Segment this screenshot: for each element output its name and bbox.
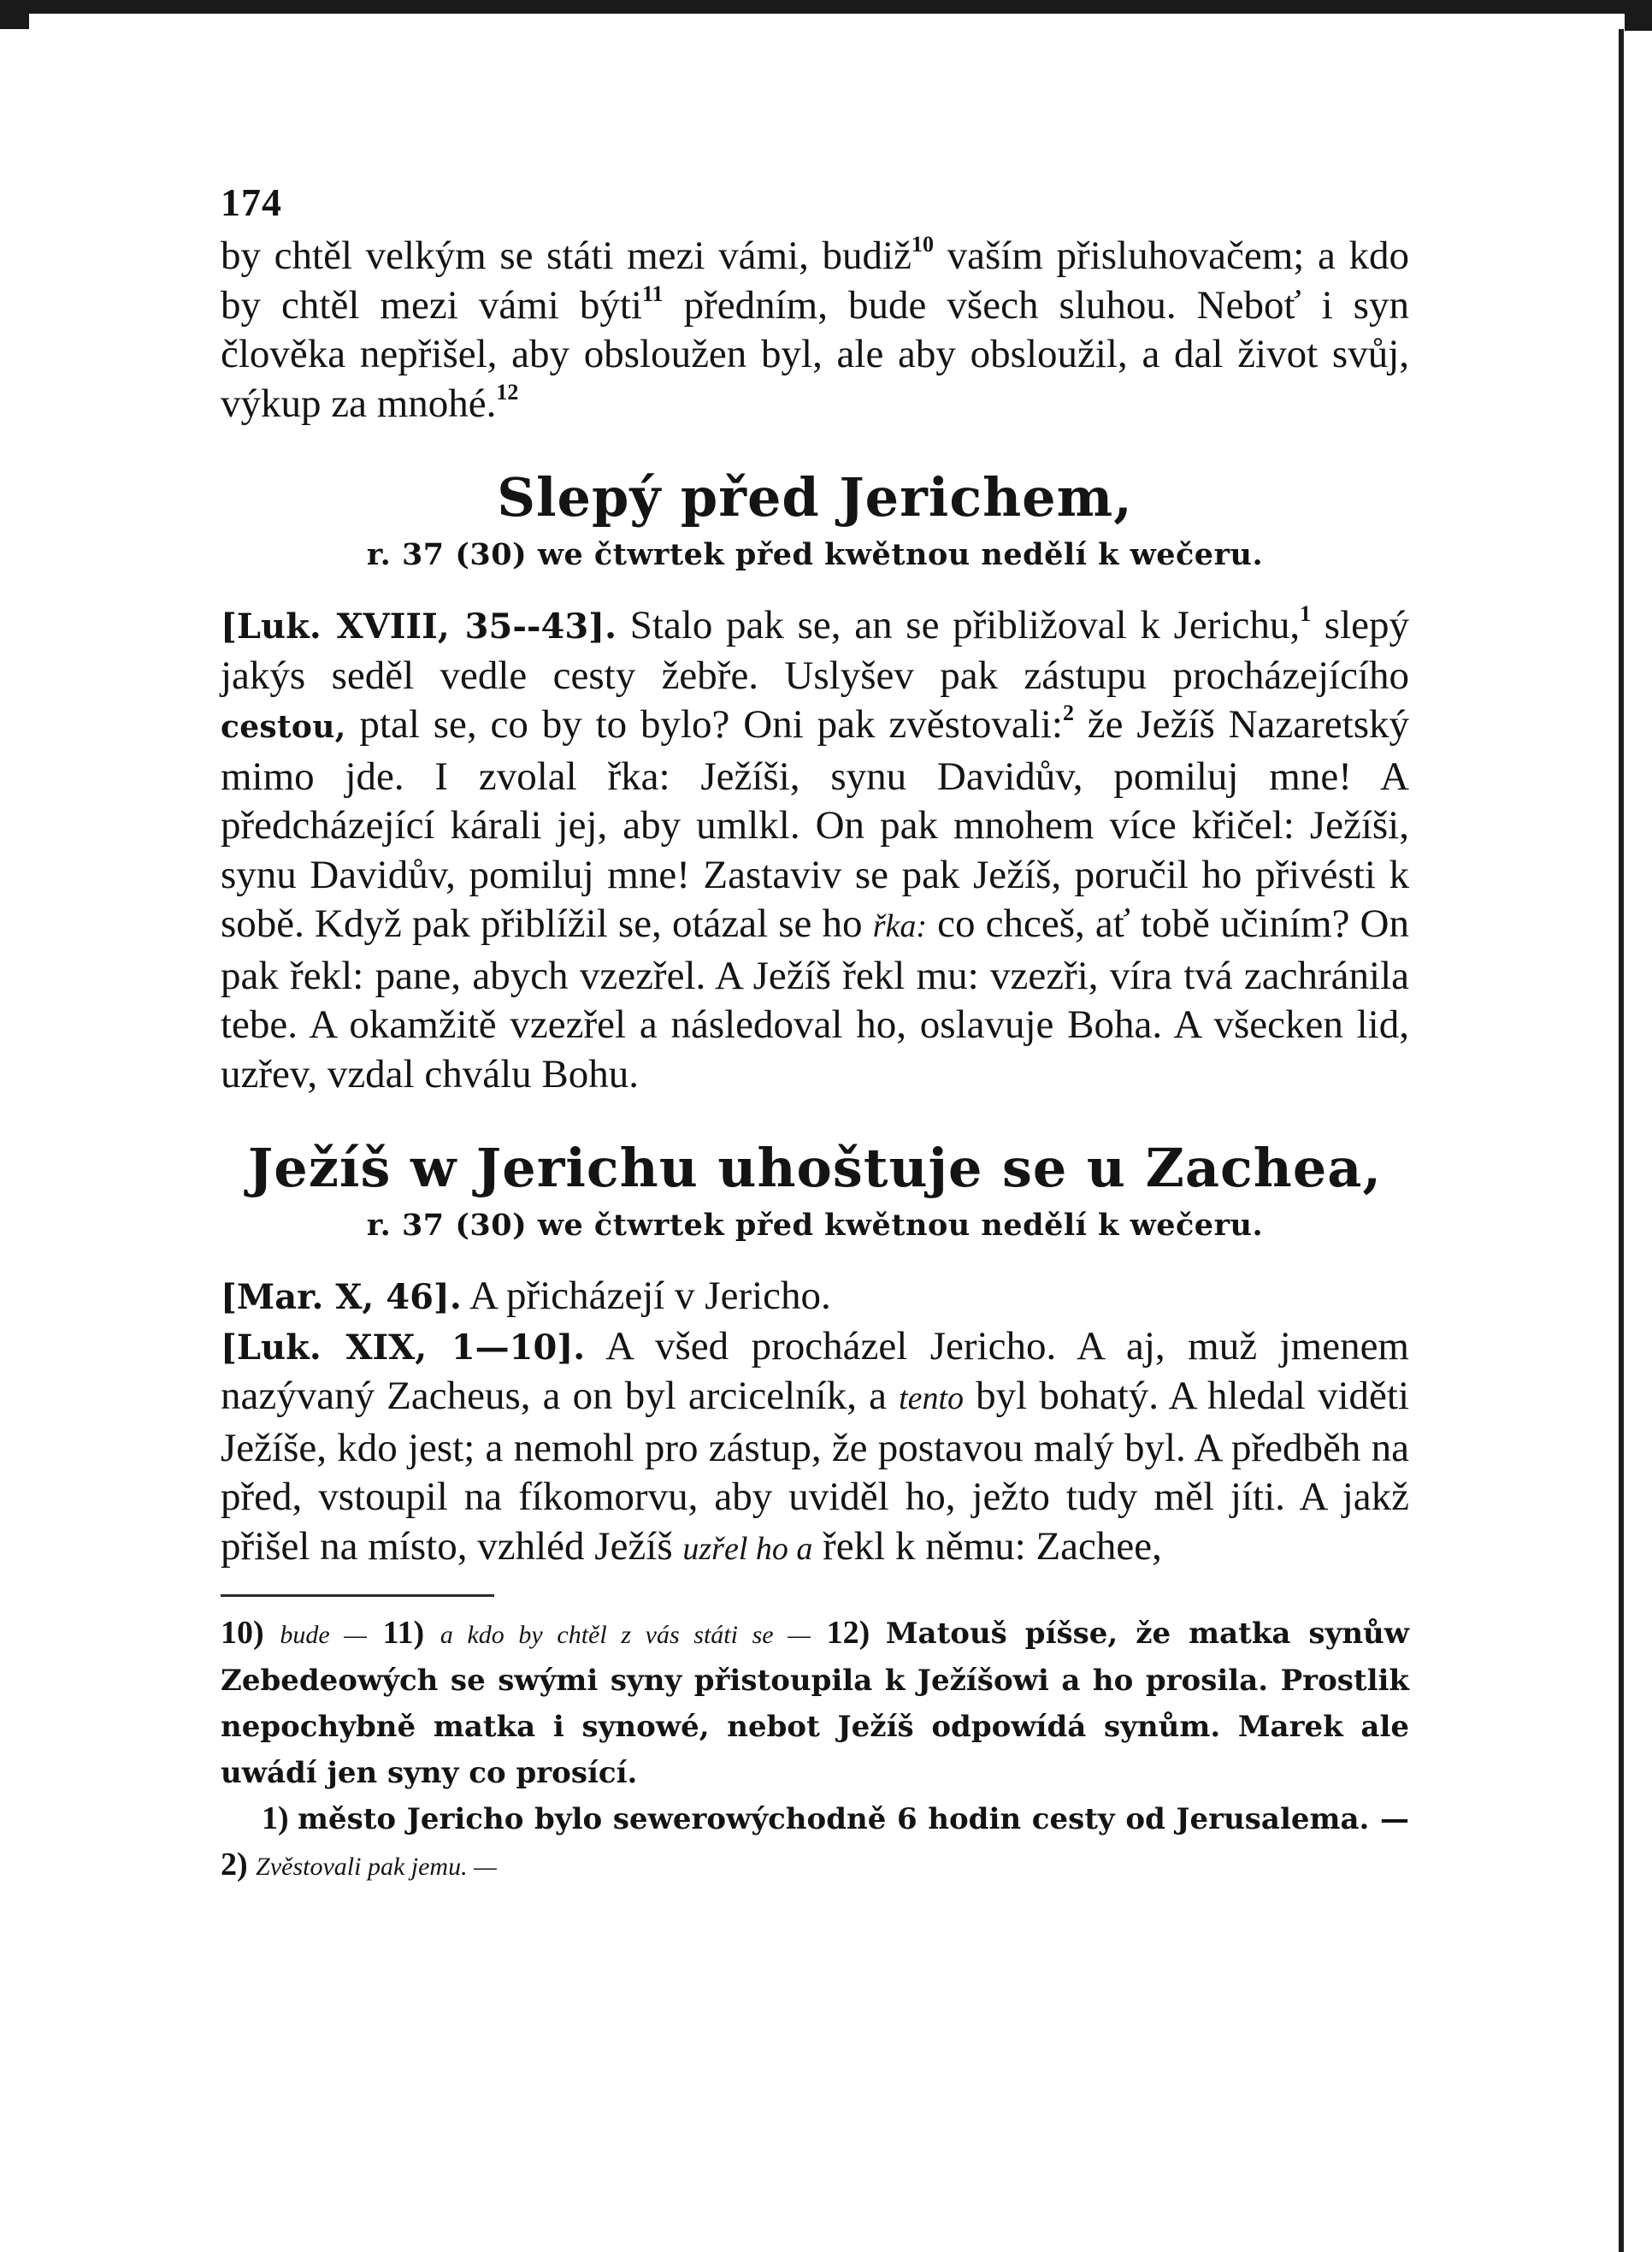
paragraph-blind-man (221, 601, 1409, 1099)
section-subheading-zacchaeus: r. 37 (30) we čtwrtek před kwětnou nedělí k wečeru. (366, 1208, 1264, 1243)
footnote-text: město Jericho bylo sewerowýchodně 6 hodin cesty od Jerusalema. — (297, 1802, 1409, 1836)
footnotes (221, 1611, 1409, 1889)
section-heading-blind-man: Slepý před Jerichem, (497, 466, 1133, 529)
text: by chtěl velkým se státi mezi vámi, budiž (221, 233, 912, 278)
scripture-reference: [Luk. XIX, 1—10]. (221, 1327, 586, 1368)
footnote-number: 2) (221, 1847, 248, 1883)
footnote-text: Matouš píšse, že matka synůw Zebedeowých se swými syny přistoupila k Ježíšowi a ho prosila. Prostlik nepochybně matka i synowé, nebot Ježíš odpowídá synům. Marek ale uwádí jen syny co prosící. (221, 1617, 1410, 1790)
footnote-text: bude — (280, 1621, 367, 1649)
text: řekl k němu: Zachee, (812, 1523, 1162, 1569)
scan-edge-top (0, 0, 1652, 14)
blackletter-word: cestou, (221, 709, 346, 745)
text: A přicházejí v Jericho. (461, 1274, 831, 1318)
footnote-line (221, 1611, 1409, 1796)
page-number: 174 (221, 180, 282, 224)
text: Stalo pak se, an se přibližoval k Jerichu, (617, 603, 1301, 647)
footnote-number: 10) (221, 1615, 264, 1651)
footnote-ref-11: 11 (641, 281, 664, 306)
text: vaším přisluhovačem; a kdo by chtěl mezi vámi býti (221, 233, 1410, 328)
paragraph-zacchaeus (221, 1322, 1409, 1575)
section-heading-zacchaeus: Ježíš w Jerichu uhoštuje se u Zachea, (247, 1137, 1383, 1199)
text: ptal se, co by to bylo? Oni pak zvěstovali: (345, 702, 1063, 747)
scan-right-rule (1619, 29, 1624, 2252)
book-page (221, 180, 1409, 1889)
footnote-line (221, 1796, 1409, 1889)
text: předním, bude všech sluhou. Neboť i syn člověka nepřišel, aby obsloužen byl, ale aby obsloužil, a dal život svůj, výkup za mnohé. (221, 282, 1409, 426)
scripture-reference: [Luk. XVIII, 35--43]. (221, 606, 617, 647)
scripture-reference: [Mar. X, 46]. (221, 1277, 462, 1317)
footnote-separator (221, 1594, 494, 1597)
footnote-number: 1) (262, 1800, 289, 1836)
paragraph-mark-ref (221, 1272, 1409, 1322)
footnote-number: 12) (826, 1615, 870, 1651)
scan-tab (1625, 0, 1652, 31)
text: byl bohatý. A hledal viděti Ježíše, kdo jest; a nemohl pro zástup, že postavou malý byl. A předběh na před, vstoupil na fíkomorvu, aby uviděl ho, ježto tudy měl jíti. A jakž přišel na místo, vzhléd Ježíš (221, 1374, 1410, 1569)
footnote-ref-10: 10 (911, 232, 934, 257)
paragraph-intro (221, 232, 1409, 429)
italic-word: řka: (872, 908, 928, 944)
scan-corner (0, 0, 29, 29)
footnote-ref-12: 12 (496, 379, 519, 405)
footnote-text: Zvěstovali pak jemu. — (256, 1853, 497, 1881)
section-subheading-blind-man: r. 37 (30) we čtwrtek před kwětnou nedělí k wečeru. (366, 537, 1264, 572)
italic-phrase: uzřel ho a (682, 1530, 813, 1567)
text: co chceš, ať tobě učiním? On pak řekl: pane, abych vzezřel. A Ježíš řekl mu: vzezři, víra tvá zachránila tebe. A okamžitě vzezřel a následoval ho, oslavuje Boha. A všecken lid, uzřev, vzdal chválu Bohu. (221, 901, 1410, 1096)
footnote-text: a kdo by chtěl z vás státi se — (440, 1621, 811, 1649)
footnote-number: 11) (382, 1615, 425, 1651)
footnote-ref-1: 1 (1300, 601, 1312, 626)
footnote-ref-2: 2 (1062, 700, 1074, 725)
text: že Ježíš Nazaretský mimo jde. I zvolal řka: Ježíši, synu Davidův, pomiluj mne! A předcházející kárali jej, aby umlkl. On pak mnohem více křičel: Ježíši, synu Davidův, pomiluj mne! Zastaviv se pak Ježíš, poručil ho přivésti k sobě. Když pak přiblížil se, otázal se ho (221, 702, 1409, 946)
italic-word: tento (899, 1380, 965, 1416)
text: slepý jakýs seděl vedle cesty žebře. Uslyšev pak zástupu procházejícího (221, 603, 1410, 698)
text: A všed procházel Jericho. A aj, muž jmenem nazývaný Zacheus, a on byl arcicelník, a (221, 1323, 1409, 1418)
